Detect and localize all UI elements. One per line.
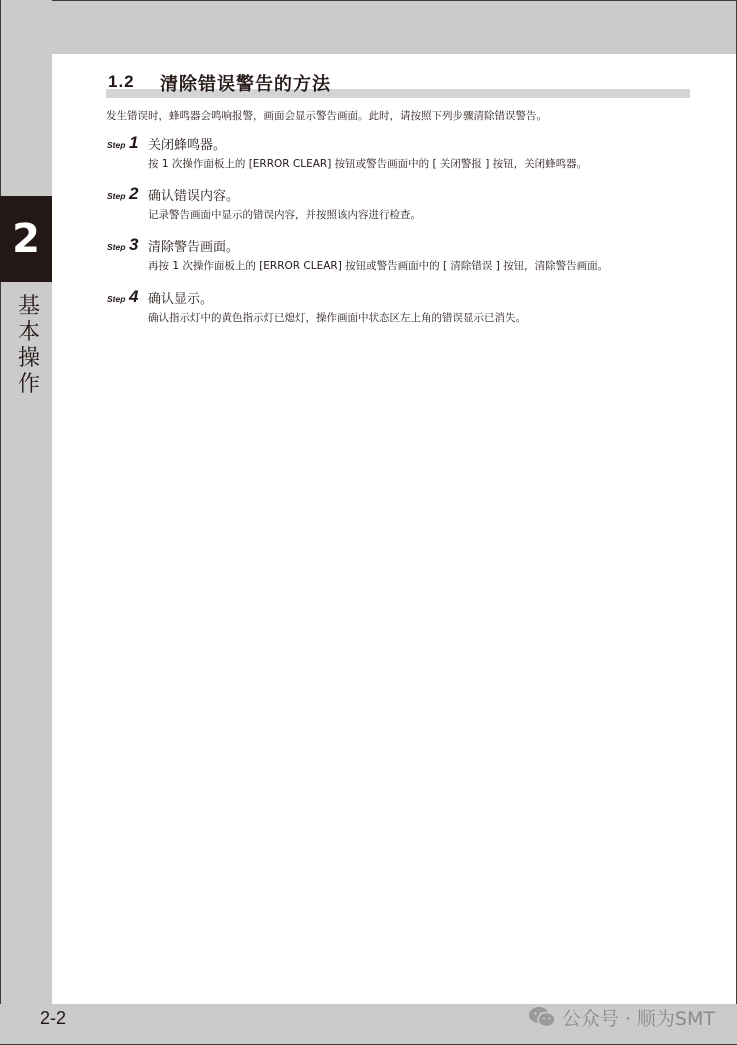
page-frame-left bbox=[0, 0, 52, 1045]
step-word: Step bbox=[107, 242, 126, 252]
step-title: 关闭蜂鸣器。 bbox=[148, 138, 227, 153]
step-title: 清除警告画面。 bbox=[148, 240, 240, 255]
step-label bbox=[106, 287, 146, 306]
section-header bbox=[106, 70, 690, 98]
intro-paragraph: 发生错误时，蜂鸣器会鸣响报警，画面会显示警告画面。此时，请按照下列步骤清除错误警告。 bbox=[106, 110, 547, 122]
step-label bbox=[106, 184, 146, 203]
watermark-text: 公众号 · 顺为SMT bbox=[561, 1007, 715, 1030]
step-number: 1 bbox=[129, 133, 139, 152]
page-number: 2-2 bbox=[40, 1008, 67, 1028]
step-number: 2 bbox=[129, 184, 139, 203]
chapter-title: 基本操作 bbox=[17, 294, 40, 397]
step-number: 3 bbox=[129, 235, 139, 254]
step-title: 确认显示。 bbox=[148, 292, 214, 307]
step-word: Step bbox=[107, 140, 126, 150]
section-number: 1.2 bbox=[108, 72, 135, 91]
step-description: 按 1 次操作面板上的 [ERROR CLEAR] 按钮或警告画面中的 [ 关闭警报 ] 按钮，关闭蜂鸣器。 bbox=[148, 158, 588, 170]
step-title: 确认错误内容。 bbox=[148, 189, 240, 204]
section-title: 清除错误警告的方法 bbox=[160, 74, 331, 95]
watermark bbox=[528, 1005, 715, 1029]
page-frame-top bbox=[0, 0, 737, 54]
step-description: 确认指示灯中的黄色指示灯已熄灯，操作画面中状态区左上角的错误显示已消失。 bbox=[148, 312, 526, 324]
step-description: 记录警告画面中显示的错误内容，并按照该内容进行检查。 bbox=[148, 209, 421, 221]
step-label bbox=[106, 133, 146, 152]
step-number: 4 bbox=[129, 287, 139, 306]
wechat-icon bbox=[528, 1006, 556, 1028]
step-word: Step bbox=[107, 294, 126, 304]
chapter-number-tab: 2 bbox=[0, 196, 52, 282]
step-word: Step bbox=[107, 191, 126, 201]
step-description: 再按 1 次操作面板上的 [ERROR CLEAR] 按钮或警告画面中的 [ 清除错误 ] 按钮，清除警告画面。 bbox=[148, 260, 609, 272]
step-label bbox=[106, 235, 146, 254]
